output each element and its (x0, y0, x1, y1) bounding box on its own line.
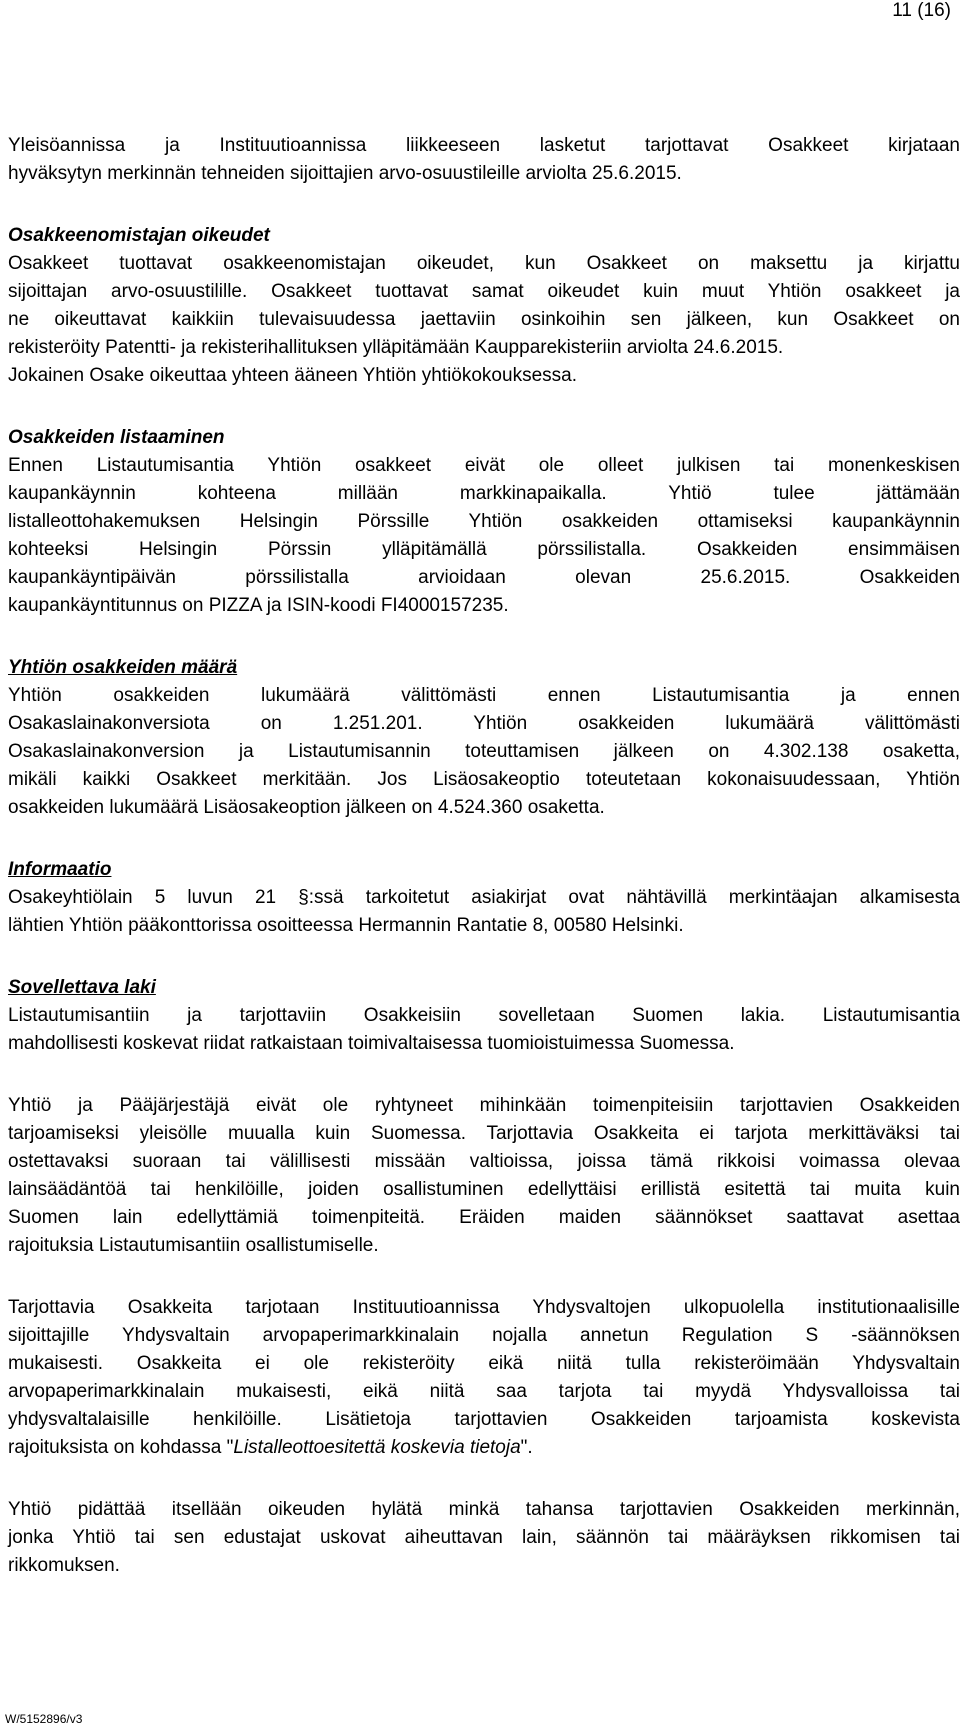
paragraph-line: tarjoamiseksi yleisölle muualla kuin Suomessa. Tarjottavia Osakkeita ei tarjota merkittäväksi tai (8, 1123, 960, 1144)
paragraph-line: rekisteröity Patentti- ja rekisterihallituksen ylläpitämään Kaupparekisteriin arviolta 24.6.2015. (8, 337, 784, 358)
line-text: ". (520, 1437, 533, 1458)
paragraph-line: ostettavaksi suoraan tai välillisesti missään valtioissa, joissa tämä rikkoisi voimassa olevaa (8, 1151, 960, 1172)
paragraph-line: Yleisöannissa ja Instituutioannissa liikkeeseen lasketut tarjottavat Osakkeet kirjataan (8, 135, 960, 156)
paragraph-line: lainsäädäntöä tai henkilöille, joiden osallistuminen edellyttäisi erillistä esitettä tai muita kuin (8, 1179, 960, 1200)
paragraph-line: lähtien Yhtiön pääkonttorissa osoitteessa Hermannin Rantatie 8, 00580 Helsinki. (8, 915, 684, 936)
paragraph-line: kaupankäyntipäivän pörssilistalla arvioidaan olevan 25.6.2015. Osakkeiden (8, 567, 960, 588)
page-number: 11 (16) (892, 0, 951, 21)
paragraph-line: Osakkeet tuottavat osakkeenomistajan oikeudet, kun Osakkeet on maksettu ja kirjattu (8, 253, 960, 274)
paragraph-line: rajoituksia Listautumisantiin osallistumiselle. (8, 1235, 379, 1256)
paragraph-line: mahdollisesti koskevat riidat ratkaistaan toimivaltaisessa tuomioistuimessa Suomessa. (8, 1033, 735, 1054)
section-law (8, 974, 960, 1058)
paragraph-line: rikkomuksen. (8, 1555, 120, 1576)
paragraph-line: mikäli kaikki Osakkeet merkitään. Jos Lisäosakeoptio toteutetaan kokonaisuudessaan, Yhtiön (8, 769, 960, 790)
paragraph-line: Osakeyhtiölain 5 luvun 21 §:ssä tarkoitetut asiakirjat ovat nähtävillä merkintäajan alkamisesta (8, 887, 960, 908)
paragraph-line: Listautumisantiin ja tarjottaviin Osakkeisiin sovelletaan Suomen lakia. Listautumisantia (8, 1005, 960, 1026)
line-text: rajoituksista on kohdassa " (8, 1437, 234, 1458)
paragraph-line: yhdysvaltalaisille henkilöille. Lisätietoja tarjottavien Osakkeiden tarjoamista koskevista (8, 1409, 960, 1430)
paragraph-line: Osakaslainakonversion ja Listautumisannin toteuttamisen jälkeen on 4.302.138 osaketta, (8, 741, 960, 762)
paragraph-line: Yhtiön osakkeiden lukumäärä välittömästi ennen Listautumisantia ja ennen (8, 685, 960, 706)
paragraph-rejection (8, 1496, 960, 1580)
paragraph-line: Ennen Listautumisantia Yhtiön osakkeet eivät ole olleet julkisen tai monenkeskisen (8, 455, 960, 476)
intro-paragraph (8, 132, 960, 188)
paragraph-line: sijoittajille Yhdysvaltain arvopaperimarkkinalain nojalla annetun Regulation S -säännöksen (8, 1325, 960, 1346)
paragraph-line: hyväksytyn merkinnän tehneiden sijoittajien arvo-osuustileille arviolta 25.6.2015. (8, 163, 682, 184)
section-share-count (8, 654, 960, 822)
paragraph-line: Osakaslainakonversiota on 1.251.201. Yhtiön osakkeiden lukumäärä välittömästi (8, 713, 960, 734)
section-heading: Osakkeiden listaaminen (8, 427, 225, 448)
paragraph-us-offering (8, 1294, 960, 1462)
section-heading: Sovellettava laki (8, 977, 156, 998)
paragraph-line: ne oikeuttavat kaikkiin tulevaisuudessa jaettaviin osinkoihin sen jälkeen, kun Osakkeet on (8, 309, 960, 330)
document-body (8, 132, 960, 1580)
paragraph-line: arvopaperimarkkinalain mukaisesti, eikä niitä saa tarjota tai myydä Yhdysvalloissa tai (8, 1381, 960, 1402)
paragraph-line: mukaisesti. Osakkeita ei ole rekisteröity eikä niitä tulla rekisteröimään Yhdysvaltain (8, 1353, 960, 1374)
document-reference-footer: W/5152896/v3 (5, 1712, 83, 1726)
paragraph-line: kohteeksi Helsingin Pörssin ylläpitämällä pörssilistalla. Osakkeiden ensimmäisen (8, 539, 960, 560)
paragraph-line: listalleottohakemuksen Helsingin Pörssille Yhtiön osakkeiden ottamiseksi kaupankäynnin (8, 511, 960, 532)
section-information (8, 856, 960, 940)
section-listing (8, 424, 960, 620)
paragraph-line: Jokainen Osake oikeuttaa yhteen ääneen Yhtiön yhtiökokouksessa. (8, 365, 577, 386)
paragraph-line: Suomen lain edellyttämiä toimenpiteitä. Eräiden maiden säännökset saattavat asettaa (8, 1207, 960, 1228)
paragraph-line (8, 1434, 960, 1462)
document-reference: Listalleottoesitettä koskevia tietoja (233, 1437, 521, 1458)
section-heading: Osakkeenomistajan oikeudet (8, 225, 270, 246)
paragraph-line: kaupankäynnin kohteena millään markkinapaikalla. Yhtiö tulee jättämään (8, 483, 960, 504)
paragraph-line: sijoittajan arvo-osuustilille. Osakkeet tuottavat samat oikeudet kuin muut Yhtiön osakkeet ja (8, 281, 960, 302)
paragraph-line: Tarjottavia Osakkeita tarjotaan Instituutioannissa Yhdysvaltojen ulkopuolella institutionaalisille (8, 1297, 960, 1318)
section-heading: Yhtiön osakkeiden määrä (8, 657, 238, 678)
paragraph-line: kaupankäyntitunnus on PIZZA ja ISIN-koodi FI4000157235. (8, 595, 509, 616)
paragraph-restrictions (8, 1092, 960, 1260)
paragraph-line: Yhtiö ja Pääjärjestäjä eivät ole ryhtyneet mihinkään toimenpiteisiin tarjottavien Osakkeiden (8, 1095, 960, 1116)
paragraph-line: jonka Yhtiö tai sen edustajat uskovat aiheuttavan lain, säännön tai määräyksen rikkomisen tai (8, 1527, 960, 1548)
paragraph-line: Yhtiö pidättää itsellään oikeuden hylätä minkä tahansa tarjottavien Osakkeiden merkinnän, (8, 1499, 960, 1520)
section-heading: Informaatio (8, 859, 112, 880)
section-rights (8, 222, 960, 390)
paragraph-line: osakkeiden lukumäärä Lisäosakeoption jälkeen on 4.524.360 osaketta. (8, 797, 605, 818)
